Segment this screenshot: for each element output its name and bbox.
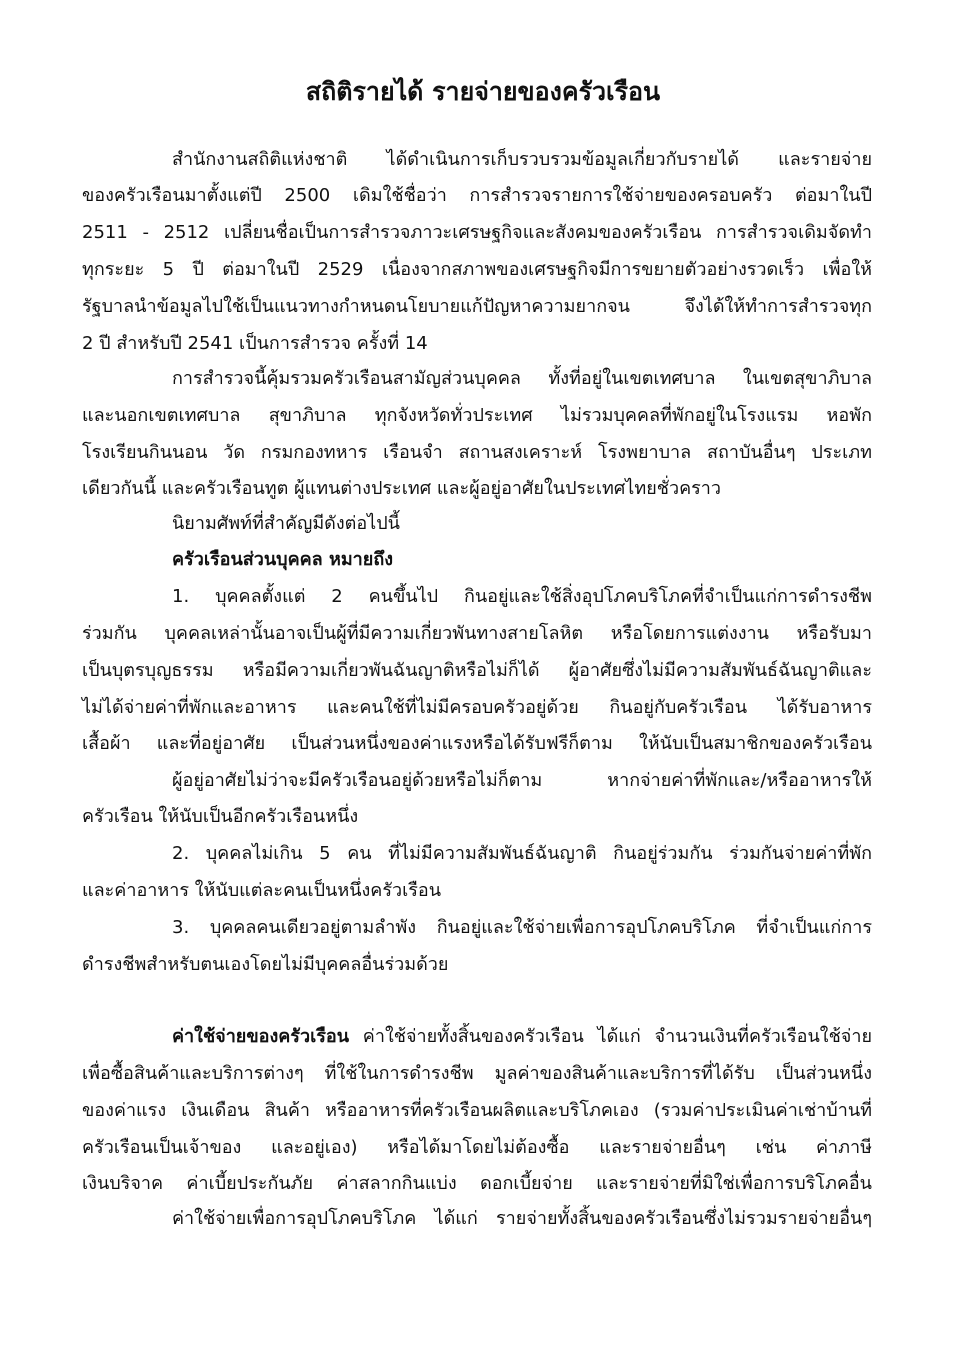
- paragraph-line: เป็นบุตรบุญธรรม หรือมีความเกี่ยวพันฉันญาติหรือไม่ก็ได้ ผู้อาศัยซึ่งไม่มีความสัมพันธ์ฉันญาติและ: [82, 660, 872, 681]
- paragraph-line: ค่าใช้จ่ายเพื่อการอุปโภคบริโภค ได้แก่ รายจ่ายทั้งสิ้นของครัวเรือนซึ่งไม่รวมรายจ่ายอื่นๆ: [172, 1208, 872, 1229]
- expense-definition-text: ค่าใช้จ่ายทั้งสิ้นของครัวเรือน ได้แก่ จำนวนเงินที่ครัวเรือนใช้จ่าย: [362, 1026, 872, 1047]
- definition-heading: ครัวเรือนส่วนบุคคล หมายถึง: [172, 549, 394, 570]
- paragraph-line: 3. บุคคลคนเดียวอยู่ตามลำพัง กินอยู่และใช้จ่ายเพื่อการอุปโภคบริโภค ที่จำเป็นแก่การ: [172, 917, 872, 938]
- paragraph-line: นิยามศัพท์ที่สำคัญมีดังต่อไปนี้: [172, 513, 400, 534]
- paragraph-line: ทุกระยะ 5 ปี ต่อมาในปี 2529 เนื่องจากสภาพของเศรษฐกิจมีการขยายตัวอย่างรวดเร็ว เพื่อให้: [82, 259, 872, 280]
- paragraph-line: 2. บุคคลไม่เกิน 5 คน ที่ไม่มีความสัมพันธ์ฉันญาติ กินอยู่ร่วมกัน ร่วมกันจ่ายค่าที่พัก: [172, 843, 872, 864]
- expense-term: ค่าใช้จ่ายของครัวเรือน: [172, 1026, 350, 1047]
- paragraph-line: เสื้อผ้า และที่อยู่อาศัย เป็นส่วนหนึ่งของค่าแรงหรือได้รับฟรีก็ตาม ให้นับเป็นสมาชิกของครัวเรือน: [82, 733, 872, 754]
- paragraph-line: และค่าอาหาร ให้นับแต่ละคนเป็นหนึ่งครัวเรือน: [82, 880, 442, 901]
- expense-definition-line: [172, 1023, 872, 1051]
- paragraph-line: สำนักงานสถิติแห่งชาติ ได้ดำเนินการเก็บรวบรวมข้อมูลเกี่ยวกับรายได้ และรายจ่าย: [172, 149, 872, 170]
- paragraph-line: รัฐบาลนำข้อมูลไปใช้เป็นแนวทางกำหนดนโยบายแก้ปัญหาความยากจน จึงได้ให้ทำการสำรวจทุก: [82, 296, 872, 317]
- paragraph-line: และนอกเขตเทศบาล สุขาภิบาล ทุกจังหวัดทั่วประเทศ ไม่รวมบุคคลที่พักอยู่ในโรงแรม หอพัก: [82, 405, 872, 426]
- paragraph-line: ร่วมกัน บุคคลเหล่านั้นอาจเป็นผู้ที่มีความเกี่ยวพันทางสายโลหิต หรือโดยการแต่งงาน หรือรับมา: [82, 623, 872, 644]
- paragraph-line: ครัวเรือน ให้นับเป็นอีกครัวเรือนหนึ่ง: [82, 806, 359, 827]
- paragraph-line: 2511 - 2512 เปลี่ยนชื่อเป็นการสำรวจภาวะเศรษฐกิจและสังคมของครัวเรือน การสำรวจเดิมจัดทำ: [82, 222, 872, 243]
- paragraph-line: ดำรงชีพสำหรับตนเองโดยไม่มีบุคคลอื่นร่วมด้วย: [82, 954, 449, 975]
- paragraph-line: ครัวเรือนเป็นเจ้าของ และอยู่เอง) หรือได้มาโดยไม่ต้องซื้อ และรายจ่ายอื่นๆ เช่น ค่าภาษี: [82, 1137, 872, 1158]
- paragraph-line: เพื่อซื้อสินค้าและบริการต่างๆ ที่ใช้ในการดำรงชีพ มูลค่าของสินค้าและบริการที่ได้รับ เป็นส่วนหนึ่ง: [82, 1063, 872, 1084]
- paragraph-line: ผู้อยู่อาศัยไม่ว่าจะมีครัวเรือนอยู่ด้วยหรือไม่ก็ตาม หากจ่ายค่าที่พักและ/หรืออาหารให้: [172, 770, 872, 791]
- paragraph-line: 1. บุคคลตั้งแต่ 2 คนขึ้นไป กินอยู่และใช้สิ่งอุปโภคบริโภคที่จำเป็นแก่การดำรงชีพ: [172, 586, 872, 607]
- paragraph-line: ของครัวเรือนมาตั้งแต่ปี 2500 เดิมใช้ชื่อว่า การสำรวจรายการใช้จ่ายของครอบครัว ต่อมาในปี: [82, 185, 872, 206]
- paragraph-line: ของค่าแรง เงินเดือน สินค้า หรืออาหารที่ครัวเรือนผลิตและบริโภคเอง (รวมค่าประเมินค่าเช่าบ้านที่: [82, 1100, 872, 1121]
- paragraph-line: 2 ปี สำหรับปี 2541 เป็นการสำรวจ ครั้งที่ 14: [82, 333, 428, 354]
- paragraph-line: เดียวกันนี้ และครัวเรือนทูต ผู้แทนต่างประเทศ และผู้อยู่อาศัยในประเทศไทยชั่วคราว: [82, 478, 721, 499]
- paragraph-line: เงินบริจาค ค่าเบี้ยประกันภัย ค่าสลากกินแบ่ง ดอกเบี้ยจ่าย และรายจ่ายที่มิใช่เพื่อการบริโภคอื่น: [82, 1173, 872, 1194]
- paragraph-line: โรงเรียนกินนอน วัด กรมกองทหาร เรือนจำ สถานสงเคราะห์ โรงพยาบาล สถาบันอื่นๆ ประเภท: [82, 442, 872, 463]
- paragraph-line: การสำรวจนี้คุ้มรวมครัวเรือนสามัญส่วนบุคคล ทั้งที่อยู่ในเขตเทศบาล ในเขตสุขาภิบาล: [172, 368, 872, 389]
- paragraph-line: ไม่ได้จ่ายค่าที่พักและอาหาร และคนใช้ที่ไม่มีครอบครัวอยู่ด้วย กินอยู่กับครัวเรือน ได้รับอาหาร: [82, 697, 872, 718]
- page-title: สถิติรายได้ รายจ่ายของครัวเรือน: [305, 77, 661, 106]
